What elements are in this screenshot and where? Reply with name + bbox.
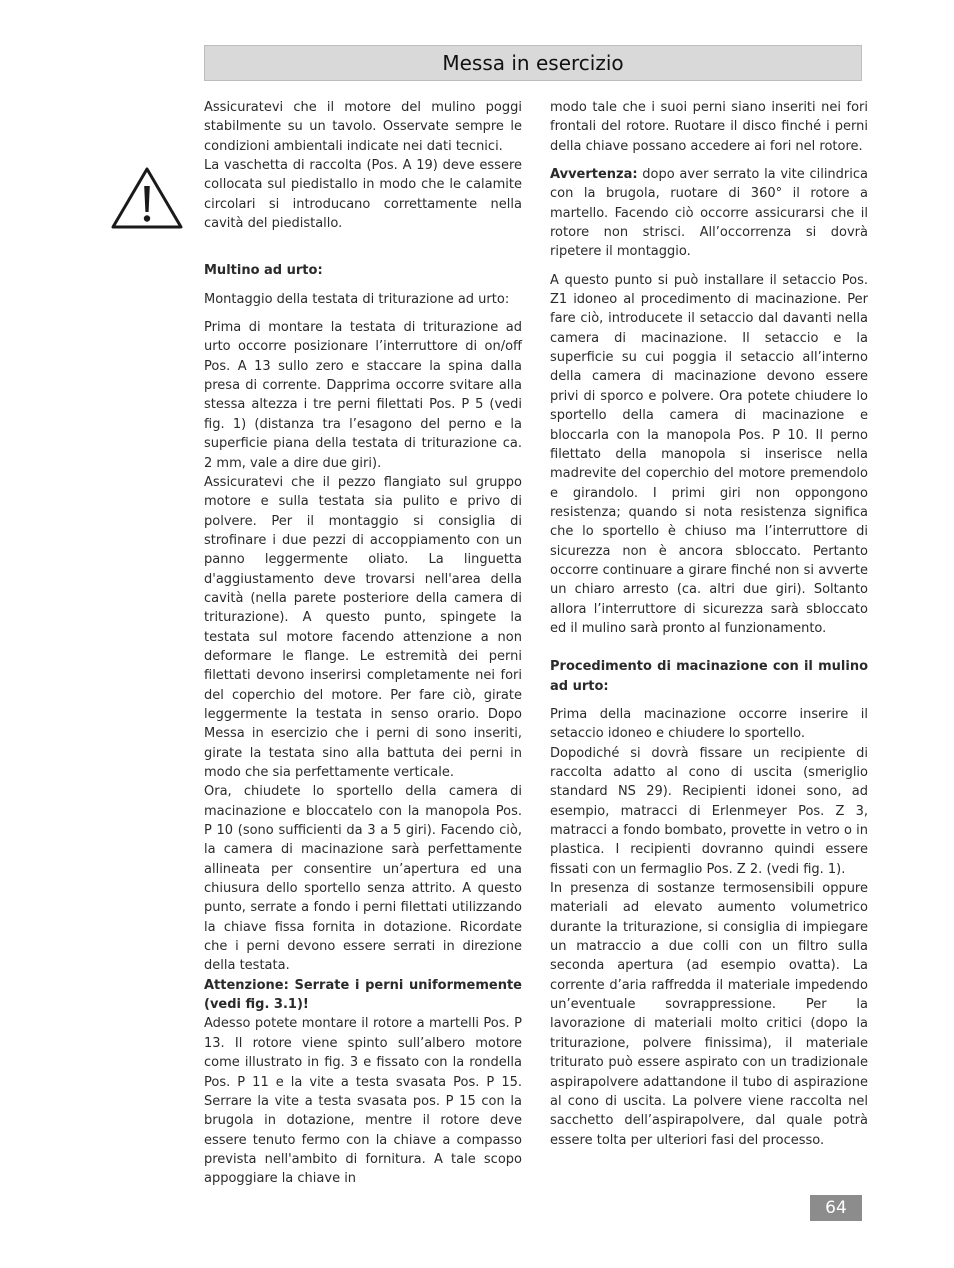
right-column [550, 98, 868, 1150]
warning-label: Avvertenza: [550, 167, 638, 183]
attention-note: Attenzione: Serrate i perni uniformemente (vedi fig. 3.1)! [204, 977, 522, 1013]
paragraph: Assicuratevi che il motore del mulino poggi stabilmente su un tavolo. Osservate sempre le condizioni ambientali indicate nei dati tecnici. [204, 100, 522, 154]
warning-text: dopo aver serrato la vite cilindrica con la brugola, ruotare di 360° il rotore a martello. Facendo ciò occorre assicurarsi che il rotore non strisci. All’occorrenza si dovrà ripetere il montaggio. [550, 167, 868, 260]
paragraph: Ora, chiudete lo sportello della camera di macinazione e bloccatelo con la manopola Pos. P 10 (sono sufficienti da 3 a 5 giri). Facendo ciò, la camera di macinazione sarà perfettamente allineata per consentire un’apertura ed una chiusura dello sportello senza attrito. A questo punto, serrate a fondo i perni filettati utilizzando la chiave fissa fornita in dotazione. Ricordate che i perni devono essere serrati in direzione della testata. [204, 784, 522, 974]
paragraph: La vaschetta di raccolta (Pos. A 19) deve essere collocata sul piedistallo in modo che le calamite circolari si introducano correttamente nella cavità del piedistallo. [204, 158, 522, 232]
subsection-heading: Montaggio della testata di triturazione ad urto: [204, 291, 510, 307]
page-header [204, 45, 862, 81]
paragraph: A questo punto si può installare il setaccio Pos. Z1 idoneo al procedimento di macinazione. Per fare ciò, introducete il setaccio dal davanti nella camera di macinazione. Il setaccio e la superficie su cui poggia il setaccio all’interno della camera di macinazione devono essere privi di sporco e polvere. Ora potete chiudere lo sportello della camera di macinazione e bloccarla con la manopola Pos. P 10. Il perno filettato della manopola si inserisce nella madrevite del coperchio del motore premendolo e girandolo. I primi giri non oppongono resistenza; quando si nota resistenza significa che lo sportello è chiuso ma l’interruttore di sicurezza non è ancora sbloccato. Pertanto occorre continuare a girare finché non si avverte un chiaro arresto (ca. altri due giri). Soltanto allora l’interruttore di sicurezza sarà sbloccato ed il mulino sarà pronto al funzionamento. [550, 272, 868, 636]
left-column [204, 98, 522, 1189]
paragraph: Assicuratevi che il pezzo flangiato sul gruppo motore e sulla testata sia pulito e privo di polvere. Per il montaggio si consiglia di strofinare i due pezzi di accoppiamento con un panno leggermente oliato. La linguetta d'aggiustamento deve trovarsi nell'area della cavità (nella parete posteriore della camera di triturazione). A questo punto, spingete la testata sul motore facendo attenzione a non deformare le flange. Le estremità dei perni filettati devono inserirsi completamente nei fori del coperchio del motore. Per fare ciò, girate leggermente la testata in senso orario. Dopo Messa in esercizio che i perni di sono inseriti, girate la testata sino alla battuta dei perni in modo che sia perfettamente verticale. [204, 474, 522, 780]
paragraph: modo tale che i suoi perni siano inseriti nei fori frontali del rotore. Ruotare il disco finché i perni della chiave possano accedere ai fori nel rotore. [550, 100, 868, 154]
warning-paragraph [550, 165, 868, 262]
paragraph: Prima della macinazione occorre inserire il setaccio idoneo e chiudere lo sportello. [550, 706, 868, 742]
page-number: 64 [810, 1195, 862, 1221]
section-heading: Procedimento di macinazione con il mulino ad urto: [550, 659, 868, 694]
paragraph: Prima di montare la testata di triturazione ad urto occorre posizionare l’interruttore di on/off Pos. A 13 sullo zero e staccare la spina dalla presa di corrente. Dapprima occorre svitare alla stessa altezza i tre perni filettati Pos. P 5 (vedi fig. 1) (distanza tra l’esagono del perno e la superficie piana della testata di triturazione ca. 2 mm, vale a dire due giri). [204, 320, 522, 471]
warning-triangle-icon [110, 166, 184, 230]
section-heading: Multino ad urto: [204, 263, 323, 279]
page-title: Messa in esercizio [442, 51, 624, 75]
paragraph: Adesso potete montare il rotore a martelli Pos. P 13. Il rotore viene spinto sull’albero motore come illustrato in fig. 3 e fissato con la rondella Pos. P 11 e la vite a testa svasata Pos. P 15. Serrare la vite a testa svasata pos. P 15 con la brugola in dotazione, mentre il rotore deve essere tenuto fermo con la chiave a compasso prevista nell'ambito di fornitura. A tale scopo appoggiare la chiave in [204, 1016, 522, 1187]
paragraph: Dopodiché si dovrà fissare un recipiente di raccolta adatto al cono di uscita (smeriglio standard NS 29). Recipienti idonei sono, ad esempio, matracci di Erlenmeyer Pos. Z 3, matracci a fondo bombato, provette in vetro o in plastica. I recipienti dovranno quindi essere fissati con un fermaglio Pos. Z 2. (vedi fig. 1). [550, 745, 868, 877]
paragraph: In presenza di sostanze termosensibili oppure materiali ad elevato aumento volumetrico durante la triturazione, si consiglia di impiegare un matraccio a due colli con un filtro sulla seconda apertura (ad esempio ovatta). La corrente d’aria raffredda il materiale impedendo un’eventuale sovrappressione. Per la lavorazione di materiali molto critici (dopo la triturazione, polvere finissima), il materiale triturato può essere aspirato con un tradizionale aspirapolvere adattandone il tubo di aspirazione al cono di uscita. La polvere viene raccolta nel sacchetto dell’aspirapolvere, dal quale potrà essere tolta per ulteriori fasi del processo. [550, 881, 868, 1148]
